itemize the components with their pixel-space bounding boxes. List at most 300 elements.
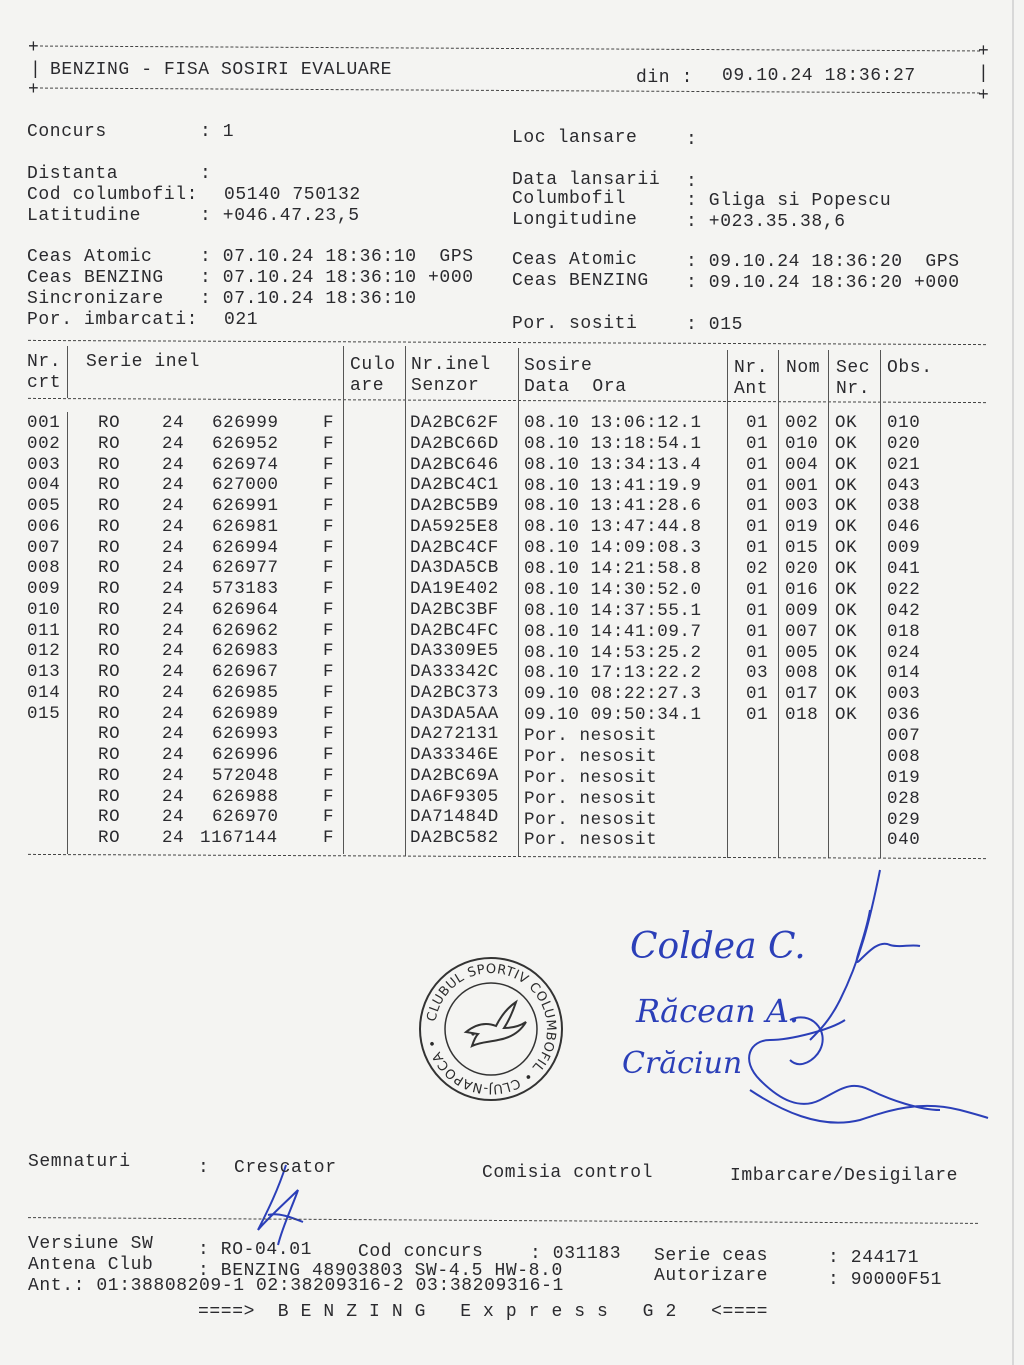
row-obs: 029 — [887, 809, 921, 830]
row-sensor: DA2BC373 — [410, 682, 499, 703]
latitudine-value: : +046.47.23,5 — [200, 206, 360, 226]
row-country: RO — [98, 641, 121, 662]
row-obs: 041 — [887, 559, 921, 580]
row-ring-number: 626994 — [212, 537, 279, 558]
row-antenna: 01 — [746, 642, 769, 663]
ceas-benzing-start-value: : 07.10.24 18:36:10 +000 — [200, 268, 474, 288]
row-antenna: 01 — [746, 621, 769, 642]
ceas-benzing-end-value: : 09.10.24 18:36:20 +000 — [686, 273, 960, 293]
row-year: 24 — [162, 433, 185, 454]
row-sensor: DA2BC62F — [410, 413, 499, 433]
col-serie-header: Serie inel — [86, 352, 201, 372]
longitudine-label: Longitudine — [512, 210, 638, 230]
row-obs: 028 — [887, 788, 921, 809]
row-year: 24 — [162, 475, 185, 496]
cod-columbofil-value: 05140 750132 — [224, 185, 361, 205]
report-datetime: 09.10.24 18:36:27 — [722, 66, 916, 86]
col-nom-header: Nom — [786, 358, 821, 378]
row-ring-number: 626993 — [212, 724, 279, 745]
table-row — [0, 434, 1024, 455]
row-nom: 004 — [785, 454, 819, 475]
row-sec: OK — [835, 600, 858, 621]
row-nr: 007 — [27, 537, 61, 558]
table-row — [0, 496, 1024, 517]
stamp-outer-ring — [420, 958, 562, 1100]
row-sex: F — [323, 413, 335, 433]
row-arrival: Por. nesosit — [524, 746, 658, 767]
distanta-label: Distanta — [27, 164, 119, 184]
header-bottom-rule — [40, 88, 980, 94]
row-sec: OK — [835, 475, 858, 496]
autorizare-value: : 90000F51 — [828, 1270, 943, 1290]
row-sec: OK — [835, 663, 858, 684]
row-nr: 015 — [27, 703, 61, 724]
row-country: RO — [98, 496, 121, 516]
row-ring-number: 626964 — [212, 599, 279, 620]
header-top-rule — [40, 46, 980, 52]
row-sec: OK — [835, 517, 858, 538]
imbarcati-label: Por. imbarcati: — [27, 310, 199, 330]
row-obs: 008 — [887, 746, 921, 767]
row-sex: F — [323, 807, 335, 828]
row-sec: OK — [835, 433, 858, 454]
row-obs: 019 — [887, 767, 921, 788]
col-obs-header: Obs. — [887, 358, 933, 378]
table-row — [0, 517, 1024, 538]
comisia-label: Comisia control — [482, 1163, 654, 1183]
row-country: RO — [98, 807, 121, 828]
row-arrival: Por. nesosit — [524, 809, 658, 830]
row-antenna: 01 — [746, 475, 769, 496]
row-sex: F — [323, 765, 335, 786]
row-nom: 018 — [785, 705, 819, 726]
row-year: 24 — [162, 516, 185, 537]
col-ant-header-2: Ant — [734, 379, 769, 399]
header-bar-right: | — [978, 64, 990, 84]
row-sensor: DA2BC66D — [410, 433, 499, 454]
ceas-atomic-start-value: : 07.10.24 18:36:10 GPS — [200, 247, 474, 267]
row-sensor: DA2BC5B9 — [410, 496, 499, 516]
row-sec: OK — [835, 684, 858, 705]
row-sensor: DA2BC4FC — [410, 620, 499, 641]
row-arrival: 08.10 13:18:54.1 — [524, 433, 702, 454]
row-sex: F — [323, 682, 335, 703]
row-year: 24 — [162, 828, 185, 848]
row-country: RO — [98, 620, 121, 641]
row-nom: 017 — [785, 684, 819, 705]
row-sex: F — [323, 599, 335, 620]
row-sensor: DA2BC69A — [410, 765, 499, 786]
concurs-value: : 1 — [200, 122, 235, 142]
signature-racean: Răcean A. — [636, 992, 800, 1030]
col-sec-header-1: Sec — [836, 358, 871, 378]
row-obs: 046 — [887, 517, 921, 538]
row-nr: 013 — [27, 662, 61, 682]
table-row — [0, 538, 1024, 559]
row-country: RO — [98, 413, 121, 433]
row-year: 24 — [162, 558, 185, 579]
row-year: 24 — [162, 724, 185, 745]
stamp-text: CLUBUL SPORTIV COLUMBOFIL • CLUJ-NAPOCA • — [424, 961, 559, 1097]
row-obs: 007 — [887, 726, 921, 747]
sheet-title: BENZING - FISA SOSIRI EVALUARE — [50, 60, 393, 80]
crescator-label: Crescator — [234, 1158, 337, 1178]
row-sex: F — [323, 745, 335, 765]
table-row — [0, 600, 1024, 621]
row-sec: OK — [835, 496, 858, 517]
row-country: RO — [98, 682, 121, 703]
row-sensor: DA33346E — [410, 745, 499, 765]
imbarcare-label: Imbarcare/Desigilare — [730, 1166, 959, 1186]
table-row — [0, 579, 1024, 600]
row-year: 24 — [162, 620, 185, 641]
row-year: 24 — [162, 807, 185, 828]
row-arrival: Por. nesosit — [524, 767, 658, 788]
ceas-benzing-start-label: Ceas BENZING — [27, 268, 164, 288]
row-antenna: 01 — [746, 705, 769, 726]
signature-coldea: Coldea C. — [630, 926, 806, 967]
row-obs: 021 — [887, 454, 921, 475]
row-nr: 006 — [27, 516, 61, 537]
row-country: RO — [98, 537, 121, 558]
row-year: 24 — [162, 641, 185, 662]
serie-ceas-label: Serie ceas — [654, 1246, 769, 1266]
table-row — [0, 724, 1024, 745]
autorizare-label: Autorizare — [654, 1266, 769, 1286]
row-antenna: 01 — [746, 684, 769, 705]
row-country: RO — [98, 786, 121, 807]
row-nom: 016 — [785, 579, 819, 600]
sositi-value: : 015 — [686, 315, 744, 335]
row-sec: OK — [835, 705, 858, 726]
col-nr-header-2: crt — [27, 373, 62, 393]
latitudine-label: Latitudine — [27, 206, 142, 226]
row-ring-number: 572048 — [212, 765, 279, 786]
row-obs: 040 — [887, 830, 921, 851]
row-ring-number: 626989 — [212, 703, 279, 724]
sositi-label: Por. sositi — [512, 314, 638, 334]
row-sensor: DA3DA5AA — [410, 703, 499, 724]
semnaturi-colon: : — [198, 1158, 210, 1178]
row-sec: OK — [835, 559, 858, 580]
row-ring-number: 626974 — [212, 454, 279, 475]
row-sensor: DA19E402 — [410, 579, 499, 599]
row-obs: 043 — [887, 475, 921, 496]
row-sensor: DA6F9305 — [410, 786, 499, 807]
row-year: 24 — [162, 413, 185, 433]
row-country: RO — [98, 579, 121, 599]
cod-concurs-value: : 031183 — [530, 1244, 622, 1264]
row-ring-number: 626952 — [212, 433, 279, 454]
row-obs: 038 — [887, 496, 921, 517]
row-year: 24 — [162, 786, 185, 807]
row-country: RO — [98, 433, 121, 454]
header-corner-tr: + — [978, 42, 990, 62]
header-bar-left: | — [30, 60, 42, 80]
row-nr: 010 — [27, 599, 61, 620]
row-ring-number: 627000 — [212, 475, 279, 496]
row-country: RO — [98, 558, 121, 579]
row-year: 24 — [162, 579, 185, 599]
row-obs: 022 — [887, 579, 921, 600]
stamp-inner-ring — [445, 983, 537, 1075]
col-senzor-header-1: Nr.inel — [411, 355, 491, 375]
row-year: 24 — [162, 537, 185, 558]
row-sensor: DA2BC3BF — [410, 599, 499, 620]
table-row — [0, 807, 1024, 828]
row-sensor: DA2BC646 — [410, 454, 499, 475]
col-sec-header-2: Nr. — [836, 379, 871, 399]
antena-label: Antena Club — [28, 1255, 154, 1275]
row-nr: 003 — [27, 454, 61, 475]
loc-lansare-value: : — [686, 130, 698, 150]
table-row — [0, 766, 1024, 787]
row-nom: 008 — [785, 663, 819, 684]
row-sex: F — [323, 454, 335, 475]
row-sex: F — [323, 724, 335, 745]
row-sex: F — [323, 620, 335, 641]
header-corner-br: + — [978, 86, 990, 106]
row-country: RO — [98, 703, 121, 724]
row-sensor: DA272131 — [410, 724, 499, 745]
row-arrival: 08.10 13:34:13.4 — [524, 454, 702, 475]
col-senzor-header-2: Senzor — [411, 376, 480, 396]
row-ring-number: 626962 — [212, 620, 279, 641]
row-ring-number: 626999 — [212, 413, 279, 433]
table-row — [0, 558, 1024, 579]
table-row — [0, 662, 1024, 683]
row-year: 24 — [162, 454, 185, 475]
signature-scribbles — [720, 860, 990, 1160]
antena-value: : BENZING 48903803 SW-4.5 HW-8.0 — [198, 1261, 563, 1281]
row-arrival: 08.10 13:41:19.9 — [524, 475, 702, 496]
row-country: RO — [98, 599, 121, 620]
row-nr: 014 — [27, 682, 61, 703]
row-ring-number: 626991 — [212, 496, 279, 516]
col-culoare-header-1: Culo — [350, 355, 396, 375]
dove-icon — [466, 1002, 526, 1046]
antenna-serials: Ant.: 01:38808209-1 02:38209316-2 03:38209316-1 — [28, 1276, 564, 1296]
express-banner: ====> B E N Z I N G E x p r e s s G 2 <==== — [198, 1302, 769, 1322]
row-antenna: 01 — [746, 496, 769, 517]
row-nom: 019 — [785, 517, 819, 538]
row-antenna: 01 — [746, 433, 769, 454]
concurs-label: Concurs — [27, 122, 107, 142]
row-nr: 004 — [27, 475, 61, 496]
row-antenna: 01 — [746, 538, 769, 559]
row-nom: 005 — [785, 642, 819, 663]
row-nr: 005 — [27, 496, 61, 516]
table-row — [0, 787, 1024, 808]
row-ring-number: 626983 — [212, 641, 279, 662]
row-arrival: 08.10 13:41:28.6 — [524, 496, 702, 517]
table-row — [0, 455, 1024, 476]
semnaturi-label: Semnaturi — [28, 1152, 131, 1172]
row-year: 24 — [162, 682, 185, 703]
ceas-atomic-start-label: Ceas Atomic — [27, 247, 153, 267]
row-arrival: 08.10 14:21:58.8 — [524, 559, 702, 580]
row-sex: F — [323, 579, 335, 599]
row-sec: OK — [835, 413, 858, 433]
row-sex: F — [323, 662, 335, 682]
row-antenna: 01 — [746, 413, 769, 433]
row-antenna: 01 — [746, 517, 769, 538]
row-country: RO — [98, 454, 121, 475]
din-label: din : — [636, 68, 694, 88]
row-obs: 010 — [887, 413, 921, 433]
table-bottom-rule — [28, 854, 986, 859]
col-ant-header-1: Nr. — [734, 358, 769, 378]
cod-concurs-label: Cod concurs — [358, 1242, 484, 1262]
longitudine-value: : +023.35.38,6 — [686, 212, 846, 232]
row-obs: 036 — [887, 705, 921, 726]
columbofil-value: : Gliga si Popescu — [686, 191, 892, 211]
table-row — [0, 683, 1024, 704]
row-sensor: DA2BC4C1 — [410, 475, 499, 496]
row-antenna: 01 — [746, 454, 769, 475]
row-country: RO — [98, 516, 121, 537]
row-arrival: 08.10 17:13:22.2 — [524, 663, 702, 684]
row-country: RO — [98, 662, 121, 682]
columbofil-label: Columbofil — [512, 189, 627, 209]
col-sep-1-head — [67, 346, 68, 398]
row-nom: 007 — [785, 621, 819, 642]
row-ring-number: 626977 — [212, 558, 279, 579]
distanta-value: : — [200, 164, 212, 184]
table-row — [0, 704, 1024, 725]
club-stamp — [416, 954, 566, 1104]
serie-ceas-value: : 244171 — [828, 1248, 920, 1268]
row-nom: 003 — [785, 496, 819, 517]
row-ring-number: 626967 — [212, 662, 279, 682]
row-obs: 020 — [887, 433, 921, 454]
loc-lansare-label: Loc lansare — [512, 128, 638, 148]
row-sex: F — [323, 558, 335, 579]
row-antenna: 02 — [746, 559, 769, 580]
row-arrival: Por. nesosit — [524, 788, 658, 809]
row-ring-number: 626996 — [212, 745, 279, 765]
row-sec: OK — [835, 579, 858, 600]
row-sensor: DA3DA5CB — [410, 558, 499, 579]
row-sex: F — [323, 475, 335, 496]
row-sex: F — [323, 537, 335, 558]
col-sosire-header-2: Data Ora — [524, 377, 627, 397]
row-arrival: 09.10 09:50:34.1 — [524, 705, 702, 726]
col-culoare-header-2: are — [350, 376, 385, 396]
row-arrival: 09.10 08:22:27.3 — [524, 684, 702, 705]
row-nr: 008 — [27, 558, 61, 579]
row-year: 24 — [162, 703, 185, 724]
row-ring-number: 573183 — [212, 579, 279, 599]
data-lansarii-label: Data lansarii — [512, 170, 661, 190]
row-sensor: DA2BC4CF — [410, 537, 499, 558]
row-obs: 018 — [887, 621, 921, 642]
col-sosire-header-1: Sosire — [524, 356, 593, 376]
row-sex: F — [323, 828, 335, 848]
row-year: 24 — [162, 765, 185, 786]
col-nr-header-1: Nr. — [27, 352, 62, 372]
row-antenna: 03 — [746, 663, 769, 684]
table-row — [0, 621, 1024, 642]
row-sec: OK — [835, 538, 858, 559]
row-year: 24 — [162, 662, 185, 682]
header-corner-bl: + — [28, 80, 40, 100]
row-sex: F — [323, 433, 335, 454]
table-row — [0, 828, 1024, 849]
row-nom: 002 — [785, 413, 819, 433]
row-sensor: DA33342C — [410, 662, 499, 682]
row-year: 24 — [162, 496, 185, 516]
row-nom: 009 — [785, 600, 819, 621]
row-obs: 024 — [887, 642, 921, 663]
row-sec: OK — [835, 454, 858, 475]
data-lansarii-value: : — [686, 172, 698, 192]
row-country: RO — [98, 724, 121, 745]
row-sensor: DA2BC582 — [410, 828, 499, 848]
row-country: RO — [98, 765, 121, 786]
row-year: 24 — [162, 599, 185, 620]
row-sec: OK — [835, 621, 858, 642]
row-year: 24 — [162, 745, 185, 765]
row-sensor: DA5925E8 — [410, 516, 499, 537]
row-nom: 020 — [785, 559, 819, 580]
footer-top-rule — [28, 1217, 978, 1224]
row-ring-number: 626988 — [212, 786, 279, 807]
row-sensor: DA71484D — [410, 807, 499, 828]
imbarcati-value: 021 — [224, 310, 259, 330]
cod-columbofil-label: Cod columbofil: — [27, 185, 199, 205]
row-nr: 001 — [27, 413, 61, 433]
row-nom: 015 — [785, 538, 819, 559]
table-row — [0, 475, 1024, 496]
table-row — [0, 413, 1024, 434]
row-antenna: 01 — [746, 579, 769, 600]
row-arrival: Por. nesosit — [524, 726, 658, 747]
row-country: RO — [98, 745, 121, 765]
row-antenna: 01 — [746, 600, 769, 621]
row-obs: 009 — [887, 538, 921, 559]
row-sex: F — [323, 516, 335, 537]
row-obs: 042 — [887, 600, 921, 621]
row-country: RO — [98, 828, 121, 848]
versiune-label: Versiune SW — [28, 1234, 154, 1254]
row-sex: F — [323, 496, 335, 516]
ceas-benzing-end-label: Ceas BENZING — [512, 271, 649, 291]
row-arrival: 08.10 14:30:52.0 — [524, 579, 702, 600]
row-arrival: 08.10 14:53:25.2 — [524, 642, 702, 663]
signature-craciun: Crăciun — [622, 1046, 743, 1081]
table-row — [0, 641, 1024, 662]
row-arrival: 08.10 13:06:12.1 — [524, 413, 702, 433]
row-arrival: Por. nesosit — [524, 830, 658, 851]
row-sex: F — [323, 703, 335, 724]
table-top-rule — [28, 340, 986, 345]
header-corner-tl: + — [28, 38, 40, 58]
row-sex: F — [323, 786, 335, 807]
row-nr: 002 — [27, 433, 61, 454]
row-nr: 012 — [27, 641, 61, 662]
row-nom: 010 — [785, 433, 819, 454]
row-obs: 014 — [887, 663, 921, 684]
ceas-atomic-end-value: : 09.10.24 18:36:20 GPS — [686, 252, 960, 272]
row-ring-number: 626985 — [212, 682, 279, 703]
row-nr: 009 — [27, 579, 61, 599]
sincronizare-value: : 07.10.24 18:36:10 — [200, 289, 417, 309]
row-nr: 011 — [27, 620, 61, 641]
row-arrival: 08.10 13:47:44.8 — [524, 517, 702, 538]
row-arrival: 08.10 14:37:55.1 — [524, 600, 702, 621]
row-arrival: 08.10 14:09:08.3 — [524, 538, 702, 559]
